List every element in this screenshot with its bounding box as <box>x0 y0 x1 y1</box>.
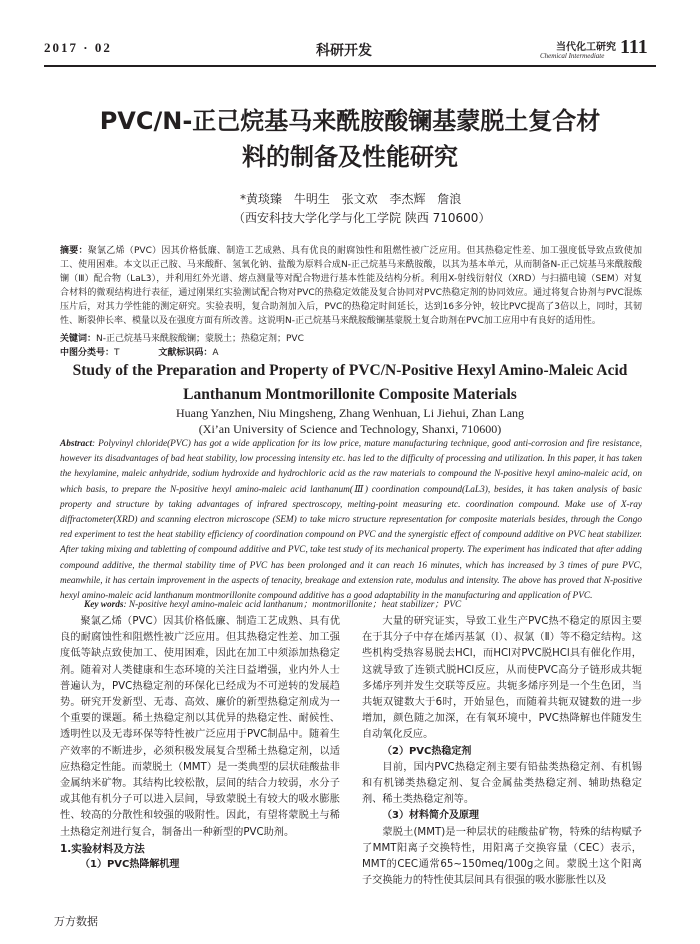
section-title: 科研开发 <box>316 43 372 59</box>
affiliation-en: (Xi’an University of Science and Technology, Shanxi, 710600) <box>198 422 502 436</box>
subsection-heading-degradation: （1）PVC热降解机理 <box>80 859 180 871</box>
issue-date: 2017 · 02 <box>44 40 112 55</box>
keywords-cn <box>60 332 642 346</box>
body-column-left <box>60 614 340 873</box>
body-column-right <box>362 614 642 889</box>
abstract-en-label: Abstract <box>60 439 93 449</box>
subsection-heading-stabilizer: （2）PVC热稳定剂 <box>382 745 472 757</box>
authors-cn: *黄琰臻 牛明生 张文欢 李杰辉 詹浪 <box>240 192 462 206</box>
journal-name-en: Chemical Intermediate <box>540 52 605 60</box>
classification-row <box>60 346 642 360</box>
header-divider <box>44 65 656 67</box>
intro-paragraph: 聚氯乙烯（PVC）因其价格低廉、制造工艺成熟、具有优良的耐腐蚀性和阻燃性被广泛应用。但其热稳定性差、加工强度低等缺点致使加工、使用困难，因此在加工中须添加热稳定剂。随着对人类健康和生态环境的关注日益增强，业内外人士普遍认为，PVC热稳定剂的环保化已经成为不可逆转的发展趋势。研究开发新型、无毒、高效、廉价的新型热稳定剂成为一个重要的课题。稀土热稳定剂以其优异的热稳定性、耐候性、透明性以及无毒环保等特性被广泛应用于PVC制品中。随着生产效率的不断进步，必须积极发展复合型稀土热稳定剂，以适应热稳定性能。而蒙脱土（MMT）是一类典型的层状硅酸盐非金属纳米矿物。其结构比较松散，层间的结合力较弱，水分子或其他有机分子可以进入层间，导致蒙脱土有较大的吸水膨胀性、较高的分散性和较强的吸附性。因此，有望将蒙脱土与稀土热稳定剂进行复合，制备出一种新型的PVC助剂。 <box>60 616 340 838</box>
paper-title-cn-line1: PVC/N-正己烷基马来酰胺酸镧基蒙脱土复合材 <box>99 107 601 135</box>
paper-title-en-line2: Lanthanum Montmorillonite Composite Materials <box>183 386 517 403</box>
keywords-cn-label: 关键词： <box>60 334 97 344</box>
keywords-en <box>84 598 644 612</box>
materials-paragraph: 蒙脱土(MMT)是一种层状的硅酸盐矿物，特殊的结构赋予了MMT阳离子交换特性，用阳离子交换容量（CEC）表示，MMT的CEC通常65~150meq/100g之间。蒙脱土这个阳离子交换能力的特性使其层间具有很强的吸水膨胀性以及 <box>362 826 642 887</box>
degradation-paragraph: 大量的研究证实，导致工业生产PVC热不稳定的原因主要在于其分子中存在烯丙基氯（Ⅰ）、叔氯（Ⅱ）等不稳定结构。这些机构受热容易脱去HCl，而HCl对PVC脱HCl具有催化作用，这就导致了连锁式脱HCl反应，从而使PVC高分子链形成共轭多烯序列并发生交联等反应。共轭多烯序列是一个生色团，当共轭双键数大于6时，开始显色，而随着共轭双键数的进一步增加，颜色随之加深，在有氧环境中，PVC热降解也伴随发生自动氧化反应。 <box>362 616 642 741</box>
abstract-cn-label: 摘要： <box>60 246 88 256</box>
paper-title-cn-line2: 料的制备及性能研究 <box>242 143 458 171</box>
abstract-cn-text: 聚氯乙烯（PVC）因其价格低廉、制造工艺成熟、具有优良的耐腐蚀性和阻燃性被广泛应用。但其热稳定性差、加工强度低导致点致使加工、使用困难。本文以正己胺、马来酸酐、氢氧化钠、盐酸为原料合成N-正己烷基马来酰胺酸，以其为基本单元，从而制备N-正己烷基马来酰胺酸镧（Ⅲ）配合物（LaL3），并利用红外光谱、熔点测量等对配合物进行基本性能及结构分析。利用X-射线衍射仪（XRD）与扫描电镜（SEM）对复合材料的微观结构进行表征，通过刚果红实验测试配合物对PVC的热稳定效能及复合协同对PVC热稳定剂的协同效应。通过将复合协剂与PVC混炼压片后，对其力学性能的测定研究。实验表明，复合助剂加入后，PVC的热稳定时间延长，达到16多分钟，较比PVC提高了3倍以上，同时，其韧性、断裂伸长率、模量以及在强度方面有所改善。这说明N-正己烷基马来酰胺酸镧基蒙脱土复合助剂在PVC加工应用中有良好的适用性。 <box>60 246 642 326</box>
authors-en: Huang Yanzhen, Niu Mingsheng, Zhang Wenhuan, Li Jiehui, Zhan Lang <box>175 406 525 420</box>
stabilizer-paragraph: 目前，国内PVC热稳定剂主要有铅盐类热稳定剂、有机锡和有机锑类热稳定剂、复合金属盐类热稳定剂、辅助热稳定剂、稀土类热稳定剂等。 <box>362 761 642 806</box>
clc-value: T <box>114 348 120 358</box>
keywords-cn-text: N-正己烷基马来酰胺酸镧；蒙脱土；热稳定剂；PVC <box>96 334 304 344</box>
section-heading-materials: 1.实验材料及方法 <box>60 842 145 855</box>
footer-watermark: 万方数据 <box>54 915 98 928</box>
clc-label: 中图分类号： <box>60 348 115 358</box>
affiliation-cn: （西安科技大学化学与化工学院 陕西 710600） <box>233 211 491 225</box>
subsection-heading-materials: （3）材料简介及原理 <box>382 810 479 822</box>
abstract-en-text: : Polyvinyl chloride(PVC) has got a wide application for its low price, mature manufacturing technique, good anti-corrosion and fire resistance, however its disadvantages of bad heat stability, low processing intensity etc. has led to the difficulty of processing and utilization. In this paper, it has taken the hexylamine, maleic anhydride, sodium hydroxide and hydrochloric acid as the raw materials to compound the N-positive hexyl amino-maleic acid, on which basis, to prepare the N-positive hexyl amino-maleic acid lanthanum(Ⅲ) coordination compound(LaL3), besides, it has taken analysis of basic property and structure by taking advantages of infrared spectroscopy, melting-point measuring etc. coordination compound. Make use of X-ray diffractometer(XRD) and scanning electron microscope (SEM) to take micro structure representation for composite materials besides, through the Congo red experiment to test the heat stability efficiency of coordination compound on PVC and the synergistic effect of compound additive on PVC heat stabilizer. After taking mixing and tabletting of compound additive and PVC, take test study of its mechanical property. The experiment has indicated that after adding compound additive, the thermal stability time of PVC has been prolonged and it can reach 16 minutes, which has increased by 3 times of pure PVC, meanwhile, it has certain improvement in the aspects of tenacity, breakage and extension rate, modulus and intensity. The above has proved that N-positive hexyl amino-maleic acid lanthanum montmorillonite compound additive has a good adaptability in the manufacturing and application of PVC. <box>60 439 642 602</box>
abstract-cn <box>60 244 642 328</box>
keywords-en-text: : N-positive hexyl amino-maleic acid lanthanum；montmorillonite；heat stabilizer；PVC <box>123 600 462 610</box>
doc-code-label: 文献标识码： <box>158 348 213 358</box>
paper-title-en-line1: Study of the Preparation and Property of PVC/N-Positive Hexyl Amino-Maleic Acid <box>72 362 628 379</box>
keywords-en-label: Key words <box>84 600 124 610</box>
doc-code-value: A <box>212 348 219 358</box>
journal-name-cn: 当代化工研究 <box>556 42 616 53</box>
page-number: 111 <box>620 36 648 58</box>
abstract-en <box>60 437 642 604</box>
